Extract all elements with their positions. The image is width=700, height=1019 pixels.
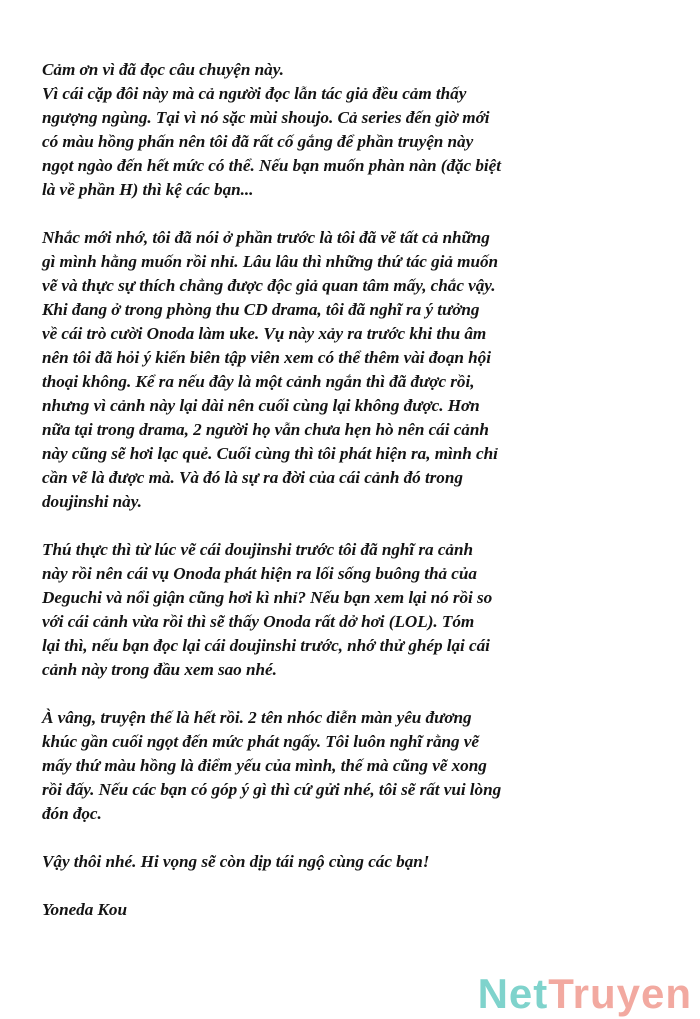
letter-line: mấy thứ màu hồng là điểm yếu của mình, thế mà cũng vẽ xong [42, 756, 487, 775]
letter-paragraph [42, 706, 682, 826]
letter-line: Thú thực thì từ lúc vẽ cái doujinshi trước tôi đã nghĩ ra cảnh [42, 540, 473, 559]
letter-line: với cái cảnh vừa rồi thì sẽ thấy Onoda rất dở hơi (LOL). Tóm [42, 612, 475, 631]
letter-line: cần vẽ là được mà. Và đó là sự ra đời của cái cảnh đó trong [42, 468, 463, 487]
letter-line: Cảm ơn vì đã đọc câu chuyện này. [42, 60, 284, 79]
letter-line: nên tôi đã hỏi ý kiến biên tập viên xem có thể thêm vài đoạn hội [42, 348, 491, 367]
letter-line: Vì cái cặp đôi này mà cả người đọc lẫn tác giả đều cảm thấy [42, 84, 467, 103]
letter-body [42, 58, 682, 874]
site-watermark [477, 970, 692, 1017]
letter-line: ngượng ngùng. Tại vì nó sặc mùi shoujo. Cả series đến giờ mới [42, 108, 490, 127]
watermark-part-net: Net [477, 970, 549, 1017]
letter-line: về cái trò cười Onoda làm uke. Vụ này xảy ra trước khi thu âm [42, 324, 487, 343]
letter-line: lại thì, nếu bạn đọc lại cái doujinshi trước, nhớ thử ghép lại cái [42, 636, 490, 655]
letter-line: ngọt ngào đến hết mức có thể. Nếu bạn muốn phàn nàn (đặc biệt [42, 156, 501, 175]
letter-line: khúc gần cuối ngọt đến mức phát ngấy. Tôi luôn nghĩ rằng vẽ [42, 732, 479, 751]
letter-line: có màu hồng phấn nên tôi đã rất cố gắng để phần truyện này [42, 132, 474, 151]
afterword-letter [42, 58, 682, 922]
author-signature: Yoneda Kou [42, 900, 127, 919]
letter-line: gì mình hằng muốn rồi nhỉ. Lâu lâu thì những thứ tác giả muốn [42, 252, 499, 271]
letter-line: là về phần H) thì kệ các bạn... [42, 180, 254, 199]
letter-line: cảnh này trong đầu xem sao nhé. [42, 660, 277, 679]
letter-paragraph [42, 850, 682, 874]
letter-line: Deguchi và nổi giận cũng hơi kì nhỉ? Nếu bạn xem lại nó rồi so [42, 588, 493, 607]
letter-line: nữa tại trong drama, 2 người họ vẫn chưa hẹn hò nên cái cảnh [42, 420, 489, 439]
letter-line: doujinshi này. [42, 492, 142, 511]
letter-line: Vậy thôi nhé. Hi vọng sẽ còn dịp tái ngộ cùng các bạn! [42, 852, 430, 871]
letter-line: Nhắc mới nhớ, tôi đã nói ở phần trước là tôi đã vẽ tất cả những [42, 228, 490, 247]
letter-paragraph [42, 226, 682, 514]
letter-line: rồi đấy. Nếu các bạn có góp ý gì thì cứ gửi nhé, tôi sẽ rất vui lòng [42, 780, 502, 799]
letter-line: vẽ và thực sự thích chẳng được độc giả quan tâm mấy, chắc vậy. [42, 276, 496, 295]
watermark-part-truyen: Truyen [548, 970, 692, 1017]
letter-line: đón đọc. [42, 804, 102, 823]
letter-line: này rồi nên cái vụ Onoda phát hiện ra lối sống buông thả của [42, 564, 477, 583]
letter-line: thoại không. Kể ra nếu đây là một cảnh ngắn thì đã được rồi, [42, 372, 475, 391]
letter-paragraph [42, 58, 682, 202]
letter-line: Khi đang ở trong phòng thu CD drama, tôi đã nghĩ ra ý tưởng [42, 300, 480, 319]
letter-line: nhưng vì cảnh này lại dài nên cuối cùng lại không được. Hơn [42, 396, 480, 415]
letter-line: này cũng sẽ hơi lạc quẻ. Cuối cùng thì tôi phát hiện ra, mình chỉ [42, 444, 498, 463]
letter-paragraph [42, 538, 682, 682]
letter-line: À vâng, truyện thế là hết rồi. 2 tên nhóc diễn màn yêu đương [42, 708, 472, 727]
